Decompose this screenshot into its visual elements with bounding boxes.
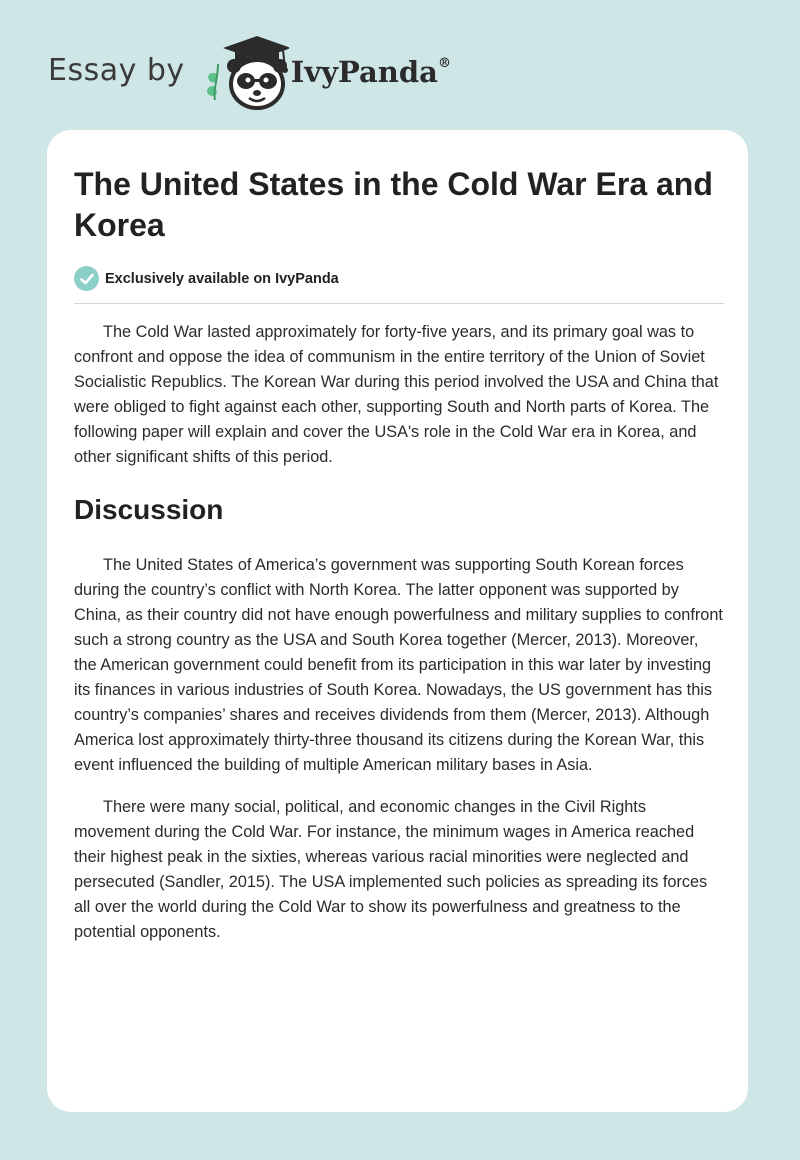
ivypanda-logo[interactable] <box>199 34 289 114</box>
essay-card <box>47 130 748 1112</box>
essay-content <box>74 164 724 945</box>
body-paragraph: There were many social, political, and economic changes in the Civil Rights movement during the Cold War. For instance, the minimum wages in America reached their highest peak in the sixties, whereas various racial minorities were neglected and persecuted (Sandler, 2015). The USA implemented such policies as spreading its forces all over the world during the Cold War to show its powerfulness and greatness to the potential opponents. <box>74 798 708 941</box>
panda-mortarboard-icon <box>199 34 289 114</box>
body-paragraph: The United States of America’s government was supporting South Korean forces during the country’s conflict with North Korea. The latter opponent was supported by China, as their country did not have enough powerfulness and military supplies to confront such a strong country as the USA and South Korea together (Mercer, 2013). Moreover, the American government could benefit from its participation in this war later by investing its finances in various industries of South Korea. Nowadays, the US government has this country’s companies’ shares and receives dividends from them (Mercer, 2013). Although America lost approximately thirty-three thousand its citizens during the Korean War, this event influenced the building of multiple American military bases in Asia. <box>74 556 723 774</box>
exclusive-badge-row <box>74 266 724 304</box>
exclusive-badge-text: Exclusively available on IvyPanda <box>105 270 339 287</box>
intro-paragraph: The Cold War lasted approximately for forty-five years, and its primary goal was to confront and oppose the idea of communism in the entire territory of the Union of Soviet Socialistic Republics. The Korean War during this period involved the USA and China that were obliged to fight against each other, supporting South and North parts of Korea. The following paper will explain and cover the USA's role in the Cold War era in Korea, and other significant shifts of this period. <box>74 323 719 466</box>
essay-by-label: Essay by <box>48 52 185 88</box>
site-header <box>48 34 451 114</box>
section-heading: Discussion <box>74 494 224 525</box>
registered-mark: ® <box>437 56 451 72</box>
brand-text: IvyPanda <box>290 55 438 89</box>
brand-name[interactable] <box>291 55 451 89</box>
essay-title: The United States in the Cold War Era and Korea <box>74 166 713 243</box>
checkmark-icon <box>74 266 99 291</box>
